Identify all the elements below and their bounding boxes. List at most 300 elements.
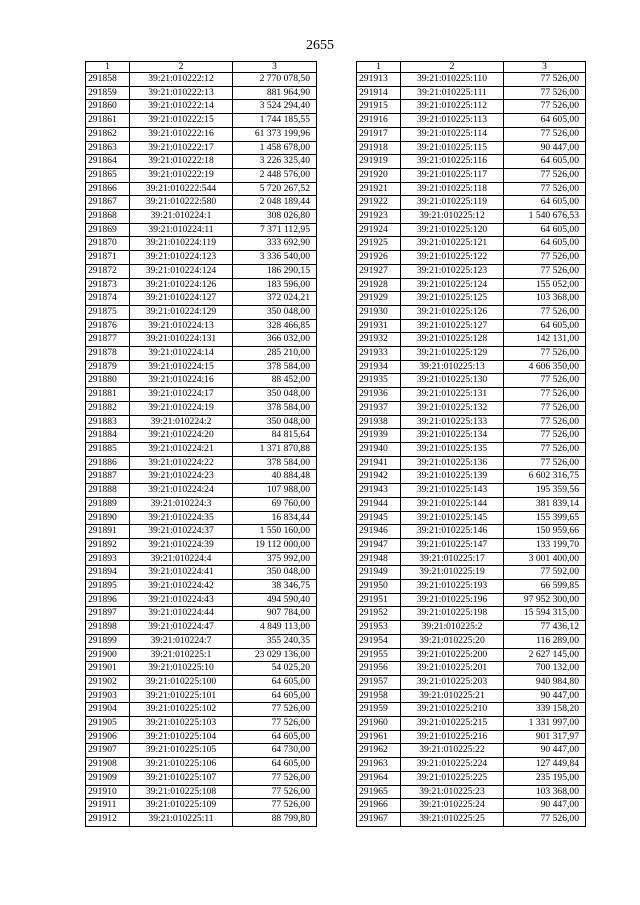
row-number: 291861 xyxy=(86,114,130,128)
table-row xyxy=(86,538,317,552)
cadastral-number: 39:21:010225:116 xyxy=(401,155,504,169)
row-number: 291939 xyxy=(357,429,401,443)
table-row xyxy=(86,100,317,114)
table-row xyxy=(357,141,586,155)
row-number: 291961 xyxy=(357,730,401,744)
table-row xyxy=(86,607,317,621)
cadastral-value: 64 730,00 xyxy=(233,744,317,758)
row-number: 291904 xyxy=(86,703,130,717)
cadastral-number: 39:21:010225:146 xyxy=(401,525,504,539)
cadastral-number: 39:21:010225:100 xyxy=(130,675,233,689)
cadastral-number: 39:21:010224:13 xyxy=(130,319,233,333)
row-number: 291918 xyxy=(357,141,401,155)
row-number: 291964 xyxy=(357,771,401,785)
cadastral-value: 350 048,00 xyxy=(233,388,317,402)
cadastral-value: 1 371 870,88 xyxy=(233,442,317,456)
cadastral-number: 39:21:010225:24 xyxy=(401,799,504,813)
cadastral-value: 5 720 267,52 xyxy=(233,182,317,196)
cadastral-number: 39:21:010225:200 xyxy=(401,648,504,662)
table-row xyxy=(86,155,317,169)
row-number: 291898 xyxy=(86,621,130,635)
cadastral-value: 350 048,00 xyxy=(233,415,317,429)
cadastral-number: 39:21:010225:107 xyxy=(130,771,233,785)
table-row xyxy=(357,442,586,456)
table-row xyxy=(357,812,586,826)
table-row xyxy=(357,497,586,511)
table-row xyxy=(357,347,586,361)
row-number: 291937 xyxy=(357,401,401,415)
cadastral-number: 39:21:010224:20 xyxy=(130,429,233,443)
row-number: 291864 xyxy=(86,155,130,169)
cadastral-value: 133 199,70 xyxy=(504,538,586,552)
cadastral-value: 77 526,00 xyxy=(233,785,317,799)
cadastral-number: 39:21:010225:119 xyxy=(401,196,504,210)
table-row xyxy=(357,607,586,621)
table-row xyxy=(86,264,317,278)
cadastral-value: 285 210,00 xyxy=(233,347,317,361)
row-number: 291869 xyxy=(86,223,130,237)
cadastral-number: 39:21:010225:104 xyxy=(130,730,233,744)
cadastral-value: 116 289,00 xyxy=(504,634,586,648)
table-row xyxy=(86,456,317,470)
cadastral-value: 64 605,00 xyxy=(233,730,317,744)
table-row xyxy=(86,360,317,374)
cadastral-number: 39:21:010225:122 xyxy=(401,251,504,265)
cadastral-number: 39:21:010222:19 xyxy=(130,168,233,182)
cadastral-number: 39:21:010225:133 xyxy=(401,415,504,429)
row-number: 291911 xyxy=(86,799,130,813)
cadastral-value: 77 526,00 xyxy=(504,251,586,265)
cadastral-value: 77 526,00 xyxy=(504,415,586,429)
cadastral-number: 39:21:010225:132 xyxy=(401,401,504,415)
row-number: 291891 xyxy=(86,525,130,539)
cadastral-number: 39:21:010225:1 xyxy=(130,648,233,662)
cadastral-value: 77 592,00 xyxy=(504,566,586,580)
table-row xyxy=(357,634,586,648)
table-row xyxy=(357,703,586,717)
cadastral-number: 39:21:010225:131 xyxy=(401,388,504,402)
table-row xyxy=(86,223,317,237)
table-row xyxy=(357,456,586,470)
row-number: 291873 xyxy=(86,278,130,292)
row-number: 291954 xyxy=(357,634,401,648)
cadastral-number: 39:21:010225:20 xyxy=(401,634,504,648)
cadastral-number: 39:21:010224:1 xyxy=(130,210,233,224)
cadastral-number: 39:21:010225:225 xyxy=(401,771,504,785)
table-row xyxy=(86,401,317,415)
cadastral-number: 39:21:010225:215 xyxy=(401,717,504,731)
cadastral-value: 23 029 136,00 xyxy=(233,648,317,662)
cadastral-number: 39:21:010224:3 xyxy=(130,497,233,511)
table-row xyxy=(357,73,586,87)
row-number: 291928 xyxy=(357,278,401,292)
cadastral-value: 77 526,00 xyxy=(504,347,586,361)
column-header-2: 2 xyxy=(401,62,504,73)
row-number: 291916 xyxy=(357,114,401,128)
table-row xyxy=(357,470,586,484)
table-row xyxy=(357,484,586,498)
row-number: 291948 xyxy=(357,552,401,566)
table-row xyxy=(357,785,586,799)
table-row xyxy=(86,196,317,210)
cadastral-value: 88 799,80 xyxy=(233,812,317,826)
cadastral-value: 77 526,00 xyxy=(504,73,586,87)
cadastral-number: 39:21:010225:103 xyxy=(130,717,233,731)
cadastral-number: 39:21:010225:120 xyxy=(401,223,504,237)
table-row xyxy=(357,360,586,374)
table-row xyxy=(357,662,586,676)
table-row xyxy=(86,374,317,388)
table-row xyxy=(357,744,586,758)
row-number: 291876 xyxy=(86,319,130,333)
cadastral-number: 39:21:010225:112 xyxy=(401,100,504,114)
row-number: 291919 xyxy=(357,155,401,169)
cadastral-value: 494 590,40 xyxy=(233,593,317,607)
table-body-right xyxy=(357,73,586,827)
cadastral-value: 64 605,00 xyxy=(504,237,586,251)
row-number: 291925 xyxy=(357,237,401,251)
row-number: 291953 xyxy=(357,621,401,635)
row-number: 291924 xyxy=(357,223,401,237)
row-number: 291958 xyxy=(357,689,401,703)
cadastral-value: 77 526,00 xyxy=(504,812,586,826)
row-number: 291881 xyxy=(86,388,130,402)
cadastral-number: 39:21:010225:196 xyxy=(401,593,504,607)
table-row xyxy=(86,744,317,758)
cadastral-value: 308 026,80 xyxy=(233,210,317,224)
row-number: 291910 xyxy=(86,785,130,799)
cadastral-value: 3 336 540,00 xyxy=(233,251,317,265)
cadastral-value: 2 448 576,00 xyxy=(233,168,317,182)
row-number: 291936 xyxy=(357,388,401,402)
row-number: 291908 xyxy=(86,758,130,772)
cadastral-value: 1 550 160,00 xyxy=(233,525,317,539)
cadastral-value: 2 770 078,50 xyxy=(233,73,317,87)
row-number: 291949 xyxy=(357,566,401,580)
cadastral-value: 381 839,14 xyxy=(504,497,586,511)
row-number: 291955 xyxy=(357,648,401,662)
cadastral-value: 940 984,80 xyxy=(504,675,586,689)
table-row xyxy=(357,717,586,731)
table-row xyxy=(86,470,317,484)
cadastral-number: 39:21:010224:129 xyxy=(130,305,233,319)
cadastral-value: 150 959,66 xyxy=(504,525,586,539)
cadastral-number: 39:21:010224:37 xyxy=(130,525,233,539)
cadastral-value: 90 447,00 xyxy=(504,689,586,703)
cadastral-value: 77 526,00 xyxy=(504,168,586,182)
cadastral-value: 700 132,00 xyxy=(504,662,586,676)
cadastral-number: 39:21:010225:101 xyxy=(130,689,233,703)
cadastral-value: 90 447,00 xyxy=(504,141,586,155)
row-number: 291863 xyxy=(86,141,130,155)
cadastral-number: 39:21:010224:23 xyxy=(130,470,233,484)
table-row xyxy=(357,552,586,566)
cadastral-value: 64 605,00 xyxy=(504,114,586,128)
cadastral-value: 6 602 316,75 xyxy=(504,470,586,484)
table-row xyxy=(357,196,586,210)
row-number: 291962 xyxy=(357,744,401,758)
row-number: 291934 xyxy=(357,360,401,374)
cadastral-number: 39:21:010225:127 xyxy=(401,319,504,333)
cadastral-number: 39:21:010222:13 xyxy=(130,86,233,100)
cadastral-value: 4 849 113,00 xyxy=(233,621,317,635)
cadastral-value: 15 594 315,00 xyxy=(504,607,586,621)
cadastral-value: 7 371 112,95 xyxy=(233,223,317,237)
cadastral-number: 39:21:010225:23 xyxy=(401,785,504,799)
row-number: 291878 xyxy=(86,347,130,361)
cadastral-value: 64 605,00 xyxy=(233,675,317,689)
cadastral-value: 77 526,00 xyxy=(233,799,317,813)
cadastral-number: 39:21:010225:22 xyxy=(401,744,504,758)
table-row xyxy=(86,168,317,182)
cadastral-number: 39:21:010225:121 xyxy=(401,237,504,251)
row-number: 291889 xyxy=(86,497,130,511)
table-row xyxy=(357,758,586,772)
cadastral-number: 39:21:010224:35 xyxy=(130,511,233,525)
row-number: 291940 xyxy=(357,442,401,456)
cadastral-value: 77 526,00 xyxy=(504,374,586,388)
cadastral-value: 77 526,00 xyxy=(504,127,586,141)
row-number: 291892 xyxy=(86,538,130,552)
row-number: 291959 xyxy=(357,703,401,717)
cadastral-number: 39:21:010225:113 xyxy=(401,114,504,128)
table-row xyxy=(86,566,317,580)
table-row xyxy=(357,251,586,265)
row-number: 291883 xyxy=(86,415,130,429)
table-row xyxy=(86,703,317,717)
row-number: 291900 xyxy=(86,648,130,662)
row-number: 291942 xyxy=(357,470,401,484)
table-row xyxy=(357,182,586,196)
row-number: 291914 xyxy=(357,86,401,100)
cadastral-value: 155 399,65 xyxy=(504,511,586,525)
row-number: 291922 xyxy=(357,196,401,210)
row-number: 291906 xyxy=(86,730,130,744)
table-row xyxy=(86,717,317,731)
row-number: 291897 xyxy=(86,607,130,621)
cadastral-value: 90 447,00 xyxy=(504,744,586,758)
cadastral-number: 39:21:010224:22 xyxy=(130,456,233,470)
row-number: 291963 xyxy=(357,758,401,772)
column-header-3: 3 xyxy=(504,62,586,73)
cadastral-number: 39:21:010222:14 xyxy=(130,100,233,114)
cadastral-value: 64 605,00 xyxy=(233,689,317,703)
table-row xyxy=(357,525,586,539)
row-number: 291868 xyxy=(86,210,130,224)
row-number: 291866 xyxy=(86,182,130,196)
cadastral-number: 39:21:010225:11 xyxy=(130,812,233,826)
table-row xyxy=(86,429,317,443)
cadastral-value: 64 605,00 xyxy=(504,155,586,169)
cadastral-value: 77 526,00 xyxy=(504,305,586,319)
cadastral-number: 39:21:010225:193 xyxy=(401,580,504,594)
cadastral-number: 39:21:010222:15 xyxy=(130,114,233,128)
cadastral-value: 907 784,00 xyxy=(233,607,317,621)
cadastral-value: 1 458 678,00 xyxy=(233,141,317,155)
table-row xyxy=(86,415,317,429)
cadastral-number: 39:21:010225:143 xyxy=(401,484,504,498)
cadastral-value: 328 466,85 xyxy=(233,319,317,333)
row-number: 291902 xyxy=(86,675,130,689)
cadastral-number: 39:21:010225:118 xyxy=(401,182,504,196)
row-number: 291915 xyxy=(357,100,401,114)
table-row xyxy=(86,593,317,607)
cadastral-number: 39:21:010225:19 xyxy=(401,566,504,580)
table-row xyxy=(357,566,586,580)
table-row xyxy=(86,689,317,703)
cadastral-value: 77 526,00 xyxy=(504,182,586,196)
cadastral-number: 39:21:010225:210 xyxy=(401,703,504,717)
row-number: 291877 xyxy=(86,333,130,347)
cadastral-number: 39:21:010225:10 xyxy=(130,662,233,676)
row-number: 291862 xyxy=(86,127,130,141)
cadastral-number: 39:21:010224:19 xyxy=(130,401,233,415)
table-row xyxy=(357,114,586,128)
table-row xyxy=(357,264,586,278)
table-row xyxy=(86,278,317,292)
table-row xyxy=(86,141,317,155)
row-number: 291950 xyxy=(357,580,401,594)
cadastral-number: 39:21:010225:2 xyxy=(401,621,504,635)
cadastral-number: 39:21:010225:109 xyxy=(130,799,233,813)
table-row xyxy=(357,675,586,689)
row-number: 291929 xyxy=(357,292,401,306)
row-number: 291884 xyxy=(86,429,130,443)
cadastral-value: 77 526,00 xyxy=(504,100,586,114)
row-number: 291865 xyxy=(86,168,130,182)
table-row xyxy=(86,497,317,511)
cadastral-number: 39:21:010224:17 xyxy=(130,388,233,402)
row-number: 291901 xyxy=(86,662,130,676)
row-number: 291874 xyxy=(86,292,130,306)
cadastral-value: 77 436,12 xyxy=(504,621,586,635)
row-number: 291867 xyxy=(86,196,130,210)
row-number: 291893 xyxy=(86,552,130,566)
cadastral-value: 77 526,00 xyxy=(233,703,317,717)
cadastral-number: 39:21:010222:16 xyxy=(130,127,233,141)
table-row xyxy=(86,237,317,251)
cadastral-number: 39:21:010225:105 xyxy=(130,744,233,758)
cadastral-number: 39:21:010222:18 xyxy=(130,155,233,169)
cadastral-value: 40 884,48 xyxy=(233,470,317,484)
row-number: 291923 xyxy=(357,210,401,224)
row-number: 291941 xyxy=(357,456,401,470)
cadastral-number: 39:21:010224:39 xyxy=(130,538,233,552)
cadastral-number: 39:21:010224:44 xyxy=(130,607,233,621)
cadastral-value: 66 599,85 xyxy=(504,580,586,594)
table-row xyxy=(86,812,317,826)
cadastral-number: 39:21:010225:147 xyxy=(401,538,504,552)
cadastral-number: 39:21:010225:21 xyxy=(401,689,504,703)
cadastral-number: 39:21:010224:4 xyxy=(130,552,233,566)
table-row xyxy=(86,73,317,87)
cadastral-number: 39:21:010225:145 xyxy=(401,511,504,525)
table-row xyxy=(357,429,586,443)
row-number: 291956 xyxy=(357,662,401,676)
cadastral-number: 39:21:010225:13 xyxy=(401,360,504,374)
cadastral-number: 39:21:010224:7 xyxy=(130,634,233,648)
table-row xyxy=(357,730,586,744)
cadastral-number: 39:21:010224:124 xyxy=(130,264,233,278)
row-number: 291944 xyxy=(357,497,401,511)
table-row xyxy=(357,278,586,292)
table-row xyxy=(357,100,586,114)
cadastral-number: 39:21:010224:15 xyxy=(130,360,233,374)
table-row xyxy=(357,388,586,402)
cadastral-value: 155 052,00 xyxy=(504,278,586,292)
column-header-1: 1 xyxy=(86,62,130,73)
cadastral-number: 39:21:010225:110 xyxy=(401,73,504,87)
row-number: 291905 xyxy=(86,717,130,731)
table-row xyxy=(357,237,586,251)
table-row xyxy=(357,374,586,388)
cadastral-number: 39:21:010224:126 xyxy=(130,278,233,292)
cadastral-value: 88 452,00 xyxy=(233,374,317,388)
cadastral-value: 77 526,00 xyxy=(504,388,586,402)
row-number: 291943 xyxy=(357,484,401,498)
cadastral-value: 77 526,00 xyxy=(504,401,586,415)
cadastral-value: 54 025,20 xyxy=(233,662,317,676)
table-row xyxy=(86,319,317,333)
cadastral-number: 39:21:010225:224 xyxy=(401,758,504,772)
table-row xyxy=(357,580,586,594)
table-row xyxy=(86,86,317,100)
cadastral-value: 4 606 350,00 xyxy=(504,360,586,374)
table-row xyxy=(357,86,586,100)
row-number: 291920 xyxy=(357,168,401,182)
row-number: 291887 xyxy=(86,470,130,484)
cadastral-number: 39:21:010225:135 xyxy=(401,442,504,456)
table-row xyxy=(357,621,586,635)
cadastral-number: 39:21:010225:117 xyxy=(401,168,504,182)
table-row xyxy=(86,511,317,525)
table-row xyxy=(86,442,317,456)
cadastral-number: 39:21:010225:129 xyxy=(401,347,504,361)
cadastral-value: 372 024,21 xyxy=(233,292,317,306)
cadastral-value: 77 526,00 xyxy=(233,771,317,785)
column-header-1: 1 xyxy=(357,62,401,73)
cadastral-number: 39:21:010225:139 xyxy=(401,470,504,484)
cadastral-number: 39:21:010225:114 xyxy=(401,127,504,141)
cadastral-value: 3 524 294,40 xyxy=(233,100,317,114)
cadastral-value: 186 290,15 xyxy=(233,264,317,278)
row-number: 291951 xyxy=(357,593,401,607)
cadastral-value: 64 605,00 xyxy=(504,319,586,333)
table-row xyxy=(357,593,586,607)
row-number: 291872 xyxy=(86,264,130,278)
register-table-right xyxy=(356,61,586,827)
cadastral-value: 127 449,84 xyxy=(504,758,586,772)
cadastral-number: 39:21:010225:216 xyxy=(401,730,504,744)
cadastral-number: 39:21:010225:203 xyxy=(401,675,504,689)
cadastral-number: 39:21:010225:130 xyxy=(401,374,504,388)
table-row xyxy=(86,182,317,196)
cadastral-number: 39:21:010224:16 xyxy=(130,374,233,388)
cadastral-value: 2 627 145,00 xyxy=(504,648,586,662)
row-number: 291880 xyxy=(86,374,130,388)
cadastral-value: 38 346,75 xyxy=(233,580,317,594)
column-header-3: 3 xyxy=(233,62,317,73)
cadastral-value: 350 048,00 xyxy=(233,566,317,580)
cadastral-value: 350 048,00 xyxy=(233,305,317,319)
cadastral-value: 97 952 300,00 xyxy=(504,593,586,607)
row-number: 291930 xyxy=(357,305,401,319)
table-row xyxy=(357,292,586,306)
cadastral-number: 39:21:010225:25 xyxy=(401,812,504,826)
table-row xyxy=(357,799,586,813)
page-number: 2655 xyxy=(306,38,334,53)
cadastral-value: 378 584,00 xyxy=(233,456,317,470)
